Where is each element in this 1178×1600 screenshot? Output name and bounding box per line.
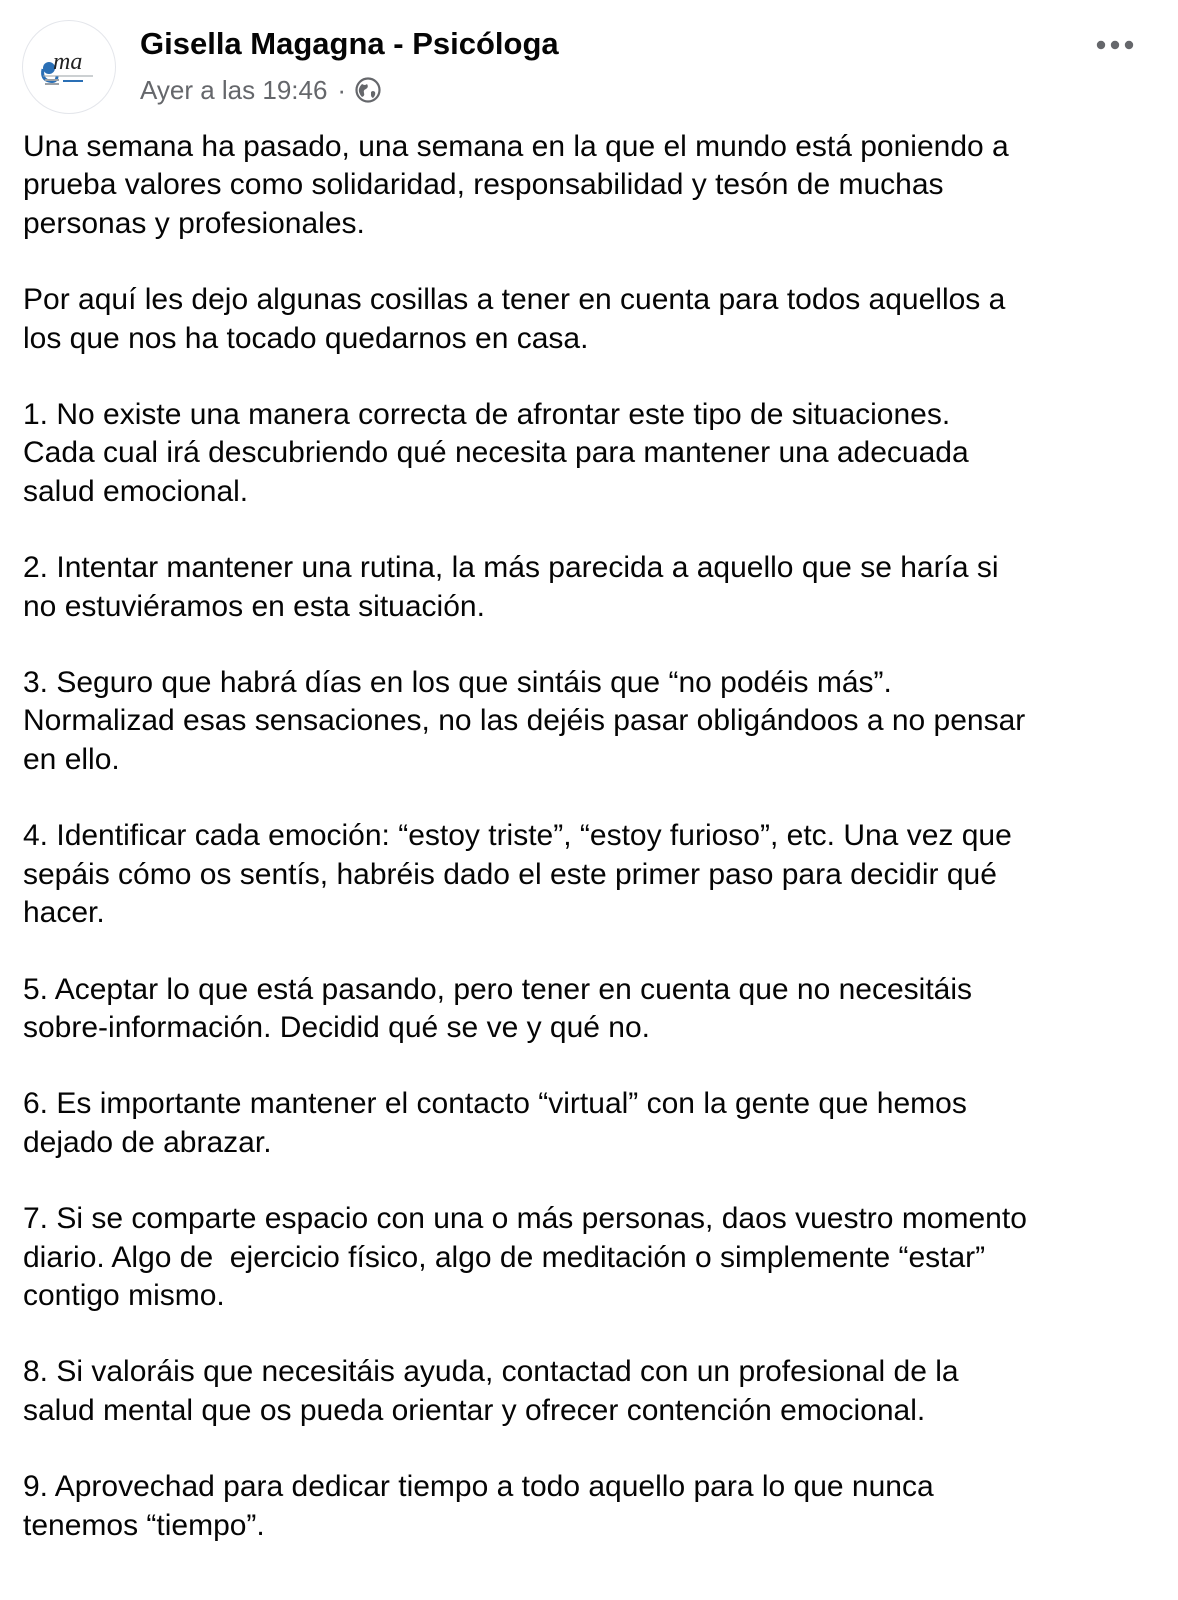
post-header — [0, 0, 1178, 120]
post-timestamp[interactable]: Ayer a las 19:46 — [140, 74, 328, 105]
post-tip-8: 8. Si valoráis que necesitáis ayuda, contactad con un profesional de la salud mental que os pueda orientar y ofrecer contención emocional. — [23, 1355, 959, 1427]
post-tip-9: 9. Aprovechad para dedicar tiempo a todo aquello para lo que nunca tenemos “tiempo”. — [23, 1470, 934, 1542]
svg-text:ma: ma — [53, 49, 83, 75]
post-tip-3: 3. Seguro que habrá días en los que sintáis que “no podéis más”. Normalizad esas sensaciones, no las dejéis pasar obligándoos a no pensar en ello. — [23, 666, 1026, 776]
post-paragraph-context: Por aquí les dejo algunas cosillas a tener en cuenta para todos aquellos a los que nos ha tocado quedarnos en casa. — [23, 283, 1006, 355]
gma-logo — [23, 21, 116, 114]
post-tip-5: 5. Aceptar lo que está pasando, pero tener en cuenta que no necesitáis sobre-información. Decidid qué se ve y qué no. — [23, 972, 973, 1044]
post-tip-2: 2. Intentar mantener una rutina, la más parecida a aquello que se haría si no estuviéramos en esta situación. — [23, 551, 999, 623]
post-meta — [140, 72, 382, 108]
more-options-button[interactable] — [1090, 30, 1140, 60]
page-avatar[interactable] — [22, 20, 116, 114]
more-options-icon — [1095, 39, 1135, 51]
post-paragraph-intro: Una semana ha pasado, una semana en la que el mundo está poniendo a prueba valores como solidaridad, responsabilidad y tesón de muchas personas y profesionales. — [23, 130, 1009, 240]
post-tip-6: 6. Es importante mantener el contacto “virtual” con la gente que hemos dejado de abrazar. — [23, 1087, 967, 1159]
post-body — [23, 128, 1153, 1583]
post-tip-4: 4. Identificar cada emoción: “estoy triste”, “estoy furioso”, etc. Una vez que sepáis cómo os sentís, habréis dado el este primer paso para decidir qué hacer. — [23, 819, 1012, 930]
post-tip-7: 7. Si se comparte espacio con una o más personas, daos vuestro momento diario. Algo de ejercicio físico, algo de meditación o simplemente “estar” contigo mismo. — [23, 1202, 1027, 1312]
meta-separator: · — [337, 74, 347, 105]
post-tip-1: 1. No existe una manera correcta de afrontar este tipo de situaciones. Cada cual irá descubriendo qué necesita para mantener una adecuada salud emocional. — [23, 398, 969, 508]
globe-icon[interactable] — [354, 76, 382, 104]
page-name-link[interactable]: Gisella Magagna - Psicóloga — [140, 26, 559, 61]
